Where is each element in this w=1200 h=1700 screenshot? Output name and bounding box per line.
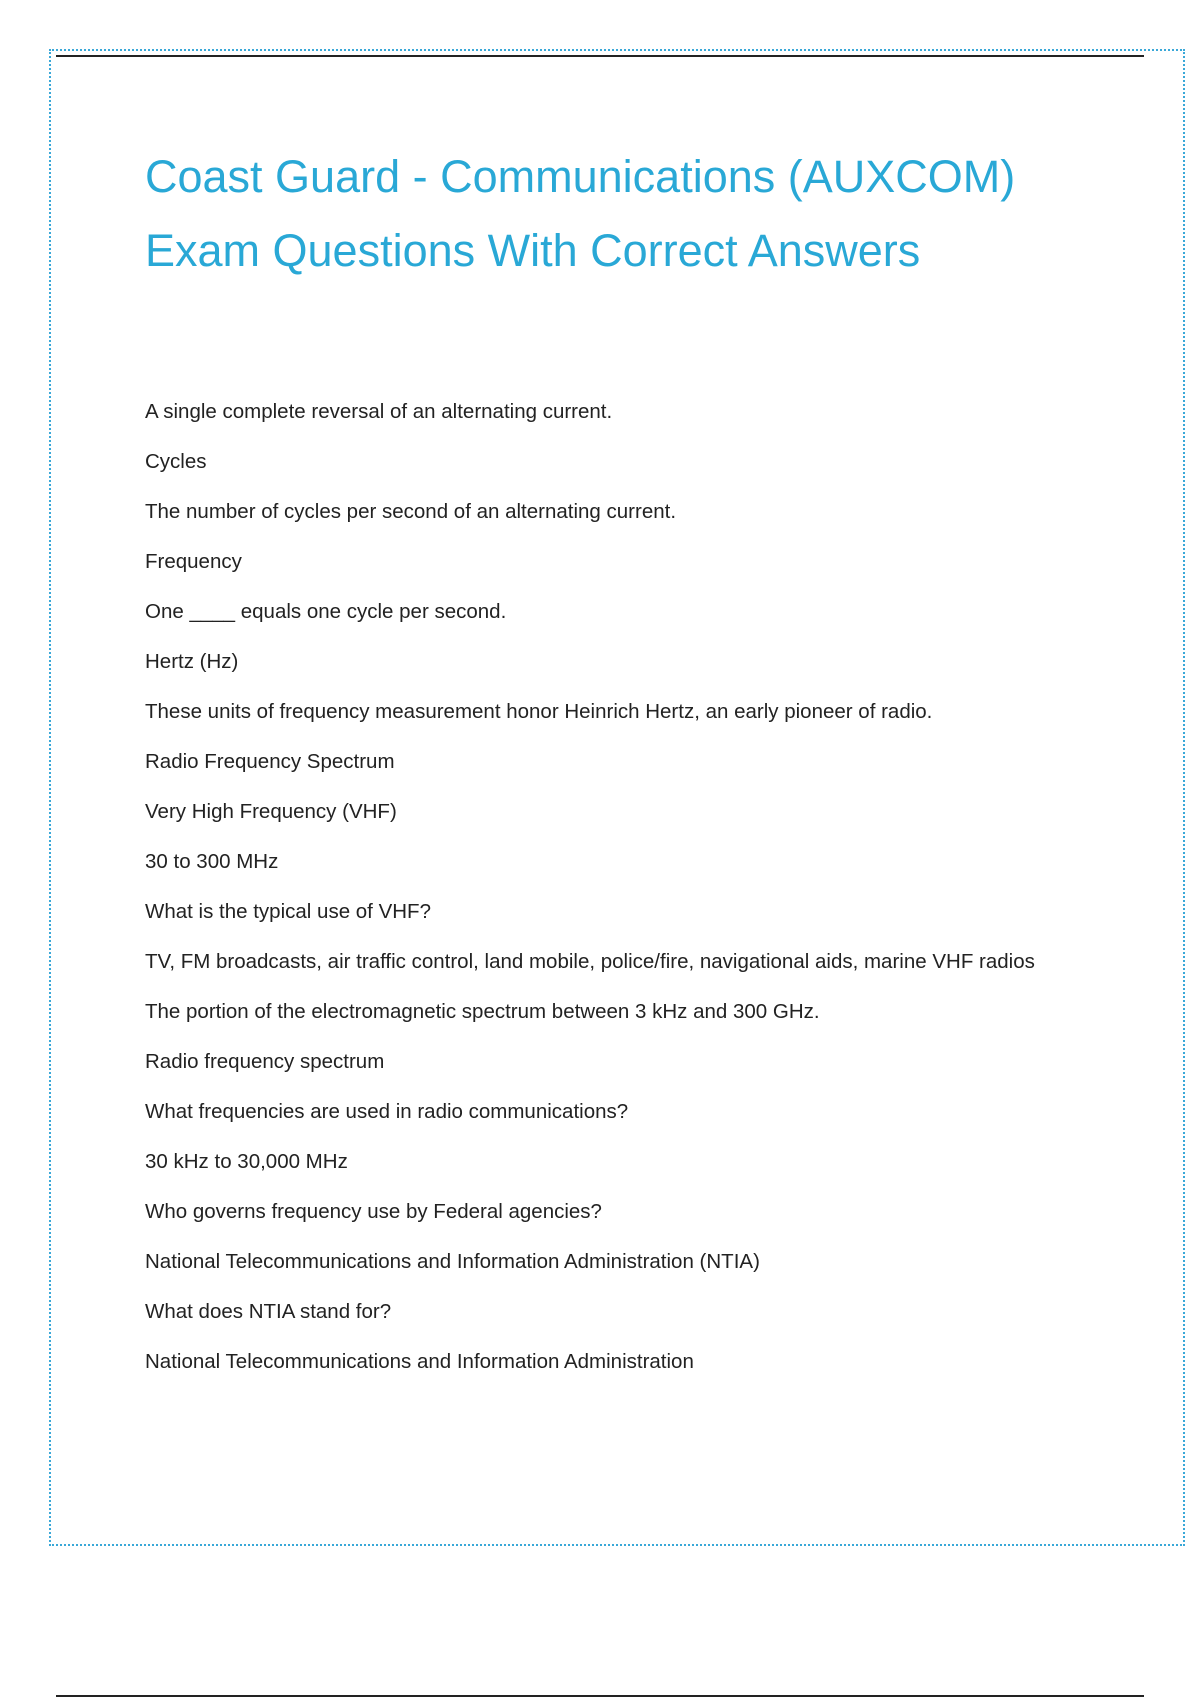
- title-line-1: Coast Guard - Communications (AUXCOM): [145, 151, 1016, 202]
- qa-list: [145, 395, 1085, 1395]
- answer: National Telecommunications and Information Administration: [145, 1350, 694, 1373]
- bottom-rule: [56, 1695, 1144, 1697]
- question: Who governs frequency use by Federal agencies?: [145, 1200, 602, 1223]
- question: What is the typical use of VHF?: [145, 900, 431, 923]
- answer: Cycles: [145, 450, 207, 473]
- question: What frequencies are used in radio communications?: [145, 1100, 629, 1123]
- question: A single complete reversal of an alternating current.: [145, 400, 613, 423]
- question: One ____ equals one cycle per second.: [145, 600, 507, 623]
- answer: 30 kHz to 30,000 MHz: [145, 1150, 348, 1173]
- title-line-2: Exam Questions With Correct Answers: [145, 225, 921, 276]
- answer: Frequency: [145, 550, 242, 573]
- answer: 30 to 300 MHz: [145, 850, 279, 873]
- answer: Hertz (Hz): [145, 650, 239, 673]
- answer: National Telecommunications and Information Administration (NTIA): [145, 1250, 760, 1273]
- answer: TV, FM broadcasts, air traffic control, land mobile, police/fire, navigational aids, marine VHF radios: [145, 950, 1035, 973]
- question: These units of frequency measurement honor Heinrich Hertz, an early pioneer of radio.: [145, 700, 933, 723]
- answer: Radio Frequency Spectrum: [145, 750, 395, 773]
- question: Very High Frequency (VHF): [145, 800, 397, 823]
- question: The number of cycles per second of an alternating current.: [145, 500, 677, 523]
- answer: Radio frequency spectrum: [145, 1050, 385, 1073]
- document-title: [145, 140, 1105, 288]
- question: What does NTIA stand for?: [145, 1300, 392, 1323]
- question: The portion of the electromagnetic spectrum between 3 kHz and 300 GHz.: [145, 1000, 820, 1023]
